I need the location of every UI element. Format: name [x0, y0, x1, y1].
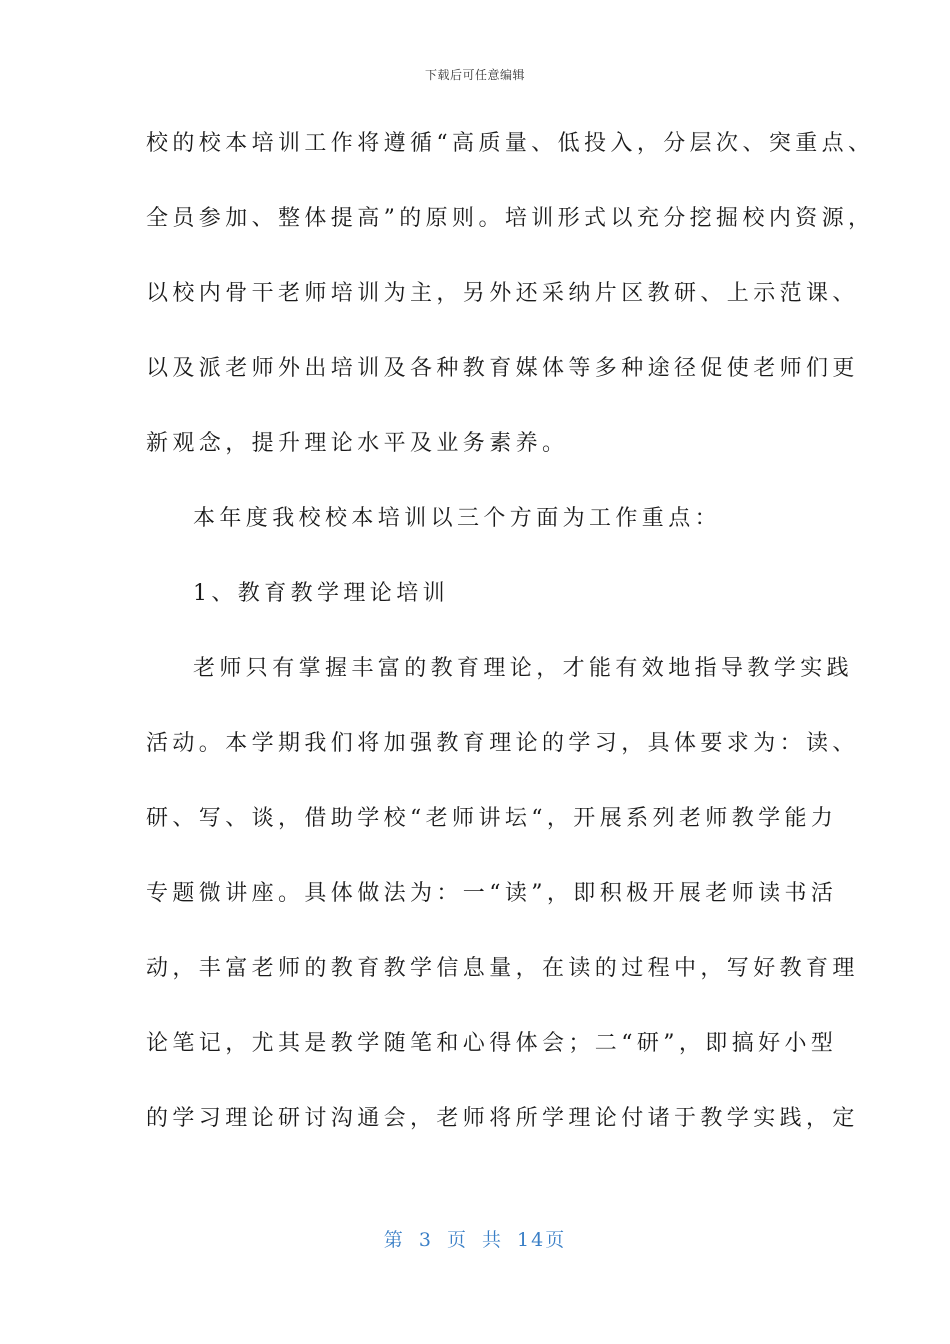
body-line: 论笔记，尤其是教学随笔和心得体会；二“研”，即搞好小型: [146, 1031, 838, 1056]
body-line: 校的校本培训工作将遵循“高质量、低投入，分层次、突重点、: [146, 131, 875, 156]
body-line: 活动。本学期我们将加强教育理论的学习，具体要求为：读、: [146, 731, 859, 756]
body-line: 新观念，提升理论水平及业务素养。: [146, 431, 569, 456]
page-header: 下载后可任意编辑: [424, 68, 525, 82]
paragraph-line: 本年度我校校本培训以三个方面为工作重点：: [193, 506, 722, 531]
body-line: 以校内骨干老师培训为主，另外还采纳片区教研、上示范课、: [146, 281, 859, 306]
page-number-footer: 第 3 页 共 14页: [383, 1229, 567, 1251]
body-line: 研、写、谈，借助学校“老师讲坛“，开展系列老师教学能力: [146, 806, 838, 831]
paragraph-line: 老师只有掌握丰富的教育理论，才能有效地指导教学实践: [193, 656, 854, 681]
section-heading: 1、教育教学理论培训: [193, 581, 449, 606]
body-line: 的学习理论研讨沟通会，老师将所学理论付诸于教学实践，定: [146, 1106, 859, 1131]
body-line: 以及派老师外出培训及各种教育媒体等多种途径促使老师们更: [146, 356, 859, 381]
body-line: 专题微讲座。具体做法为：一“读”，即积极开展老师读书活: [146, 881, 838, 906]
document-body: [146, 118, 875, 1168]
body-line: 全员参加、整体提高”的原则。培训形式以充分挖掘校内资源，: [146, 206, 875, 231]
body-line: 动，丰富老师的教育教学信息量，在读的过程中，写好教育理: [146, 956, 859, 981]
